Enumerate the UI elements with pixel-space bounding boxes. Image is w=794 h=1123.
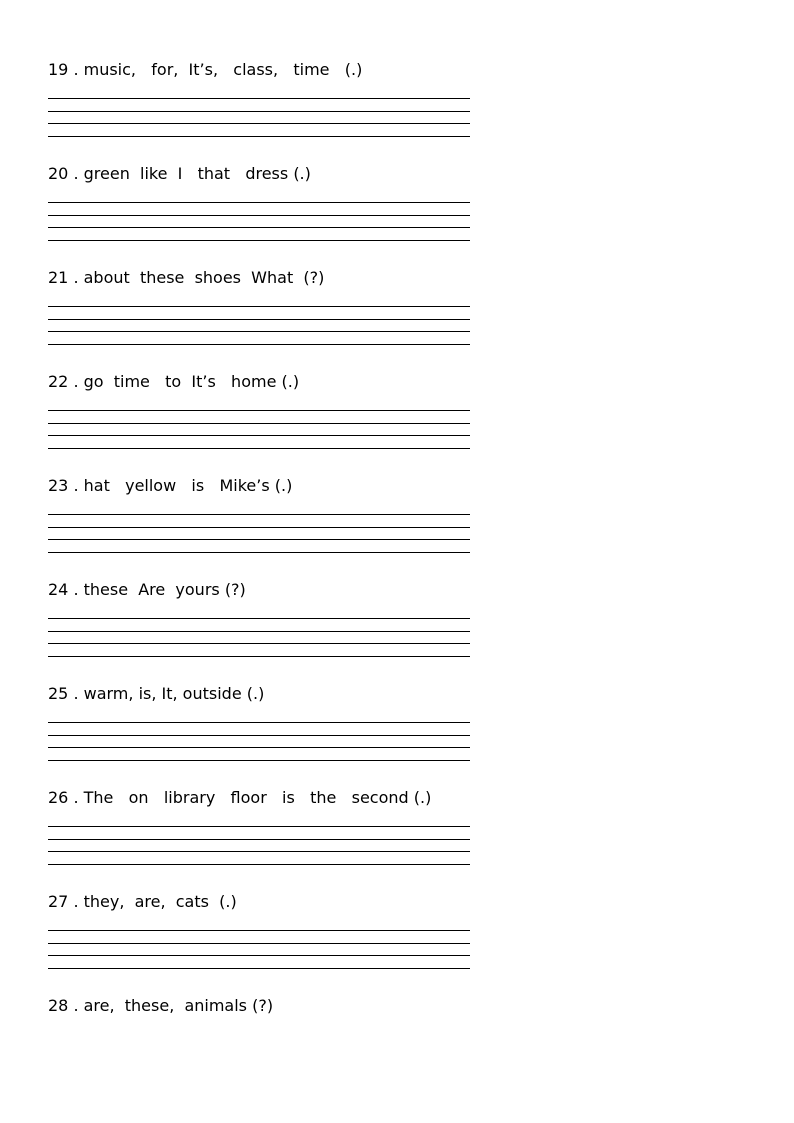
answer-line (48, 631, 470, 632)
exercise-prompt: 19 . music, for, It’s, class, time (.) (48, 60, 363, 79)
answer-line (48, 851, 470, 852)
answer-lines (48, 930, 470, 970)
answer-lines (48, 98, 470, 138)
exercise-prompt: 20 . green like I that dress (.) (48, 164, 311, 183)
exercise-23 (48, 476, 470, 554)
answer-line (48, 98, 470, 99)
answer-line (48, 215, 470, 216)
exercise-prompt: 22 . go time to It’s home (.) (48, 372, 300, 391)
exercise-prompt: 25 . warm, is, It, outside (.) (48, 684, 265, 703)
answer-line (48, 864, 470, 865)
answer-line (48, 331, 470, 332)
answer-line (48, 202, 470, 203)
answer-line (48, 111, 470, 112)
answer-line (48, 306, 470, 307)
answer-lines (48, 722, 470, 762)
answer-line (48, 760, 470, 761)
answer-line (48, 930, 470, 931)
exercise-prompt: 27 . they, are, cats (.) (48, 892, 237, 911)
answer-line (48, 968, 470, 969)
answer-line (48, 955, 470, 956)
answer-lines (48, 410, 470, 450)
exercise-19 (48, 60, 470, 138)
answer-line (48, 618, 470, 619)
answer-line (48, 656, 470, 657)
exercise-prompt: 26 . The on library floor is the second (.) (48, 788, 432, 807)
exercise-24 (48, 580, 470, 658)
answer-line (48, 435, 470, 436)
answer-line (48, 448, 470, 449)
exercise-25 (48, 684, 470, 762)
answer-line (48, 527, 470, 528)
answer-line (48, 735, 470, 736)
answer-line (48, 240, 470, 241)
answer-lines (48, 618, 470, 658)
answer-lines (48, 202, 470, 242)
exercise-20 (48, 164, 470, 242)
answer-line (48, 539, 470, 540)
answer-line (48, 722, 470, 723)
answer-line (48, 514, 470, 515)
exercise-27 (48, 892, 470, 970)
exercise-28 (48, 996, 470, 1016)
exercise-prompt: 21 . about these shoes What (?) (48, 268, 325, 287)
answer-line (48, 123, 470, 124)
answer-line (48, 344, 470, 345)
answer-line (48, 943, 470, 944)
exercise-26 (48, 788, 470, 866)
exercise-22 (48, 372, 470, 450)
answer-line (48, 643, 470, 644)
answer-line (48, 552, 470, 553)
answer-line (48, 747, 470, 748)
answer-line (48, 423, 470, 424)
answer-lines (48, 826, 470, 866)
answer-line (48, 136, 470, 137)
exercise-21 (48, 268, 470, 346)
answer-line (48, 319, 470, 320)
answer-lines (48, 306, 470, 346)
exercise-prompt: 23 . hat yellow is Mike’s (.) (48, 476, 293, 495)
answer-lines (48, 514, 470, 554)
exercise-prompt: 24 . these Are yours (?) (48, 580, 246, 599)
answer-line (48, 410, 470, 411)
exercise-prompt: 28 . are, these, animals (?) (48, 996, 274, 1015)
answer-line (48, 826, 470, 827)
answer-line (48, 839, 470, 840)
answer-line (48, 227, 470, 228)
